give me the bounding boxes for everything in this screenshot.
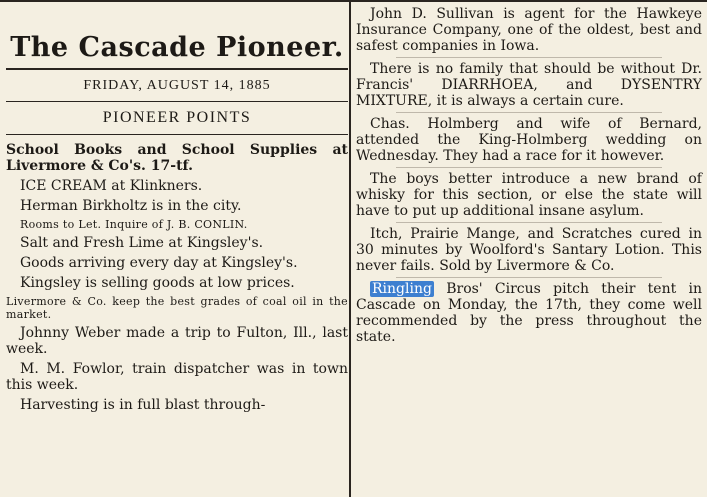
top-rule <box>0 0 707 2</box>
masthead: The Cascade Pioneer. <box>10 32 344 63</box>
news-item: There is no family that should be without Dr. Francis' DIARRHOEA, and DYSENTRY MIXTURE, it is always a certain cure. <box>356 61 702 109</box>
column-rule <box>349 0 351 497</box>
section-rule <box>6 134 348 135</box>
news-item: John D. Sullivan is agent for the Hawkeye Insurance Company, one of the oldest, best and safest companies in Iowa. <box>356 6 702 54</box>
item-separator <box>396 277 662 278</box>
news-item: ICE CREAM at Klinkners. <box>20 178 203 194</box>
news-item-text: Bros' Circus pitch their tent in Cascade on Monday, the 17th, they come well recommended by the press throughout the state. <box>356 281 702 345</box>
news-item: The boys better introduce a new brand of whisky for this section, or else the state will have to put up additional insane asylum. <box>356 171 702 219</box>
masthead-rule <box>6 68 348 70</box>
news-item: Livermore & Co. keep the best grades of coal oil in the market. <box>6 295 348 321</box>
news-item: School Books and School Supplies at Livermore & Co's. 17-tf. <box>6 142 348 174</box>
news-item: Johnny Weber made a trip to Fulton, Ill., last week. <box>6 325 348 357</box>
news-item: Herman Birkholtz is in the city. <box>20 198 242 214</box>
item-separator <box>396 222 662 223</box>
news-item: Chas. Holmberg and wife of Bernard, attended the King-Holmberg wedding on Wednesday. They had a race for it however. <box>356 116 702 164</box>
news-item: Itch, Prairie Mange, and Scratches cured in 30 minutes by Woolford's Santary Lotion. This never fails. Sold by Livermore & Co. <box>356 226 702 274</box>
selected-word-highlight[interactable]: Ringling <box>372 281 432 297</box>
section-title: PIONEER POINTS <box>102 109 252 126</box>
news-item: Harvesting is in full blast through- <box>20 397 266 413</box>
news-item: Rooms to Let. Inquire of J. B. CONLIN. <box>20 218 248 231</box>
dateline: FRIDAY, AUGUST 14, 1885 <box>83 78 271 93</box>
dateline-rule <box>6 101 348 102</box>
item-separator <box>396 112 662 113</box>
item-separator <box>396 57 662 58</box>
news-item: M. M. Fowlor, train dispatcher was in town this week. <box>6 361 348 393</box>
news-item-ringling <box>356 281 702 345</box>
item-separator <box>396 167 662 168</box>
news-item: Goods arriving every day at Kingsley's. <box>20 255 298 271</box>
news-item: Salt and Fresh Lime at Kingsley's. <box>20 235 264 251</box>
left-column <box>6 30 348 413</box>
right-column <box>356 6 702 345</box>
news-item: Kingsley is selling goods at low prices. <box>20 275 295 291</box>
